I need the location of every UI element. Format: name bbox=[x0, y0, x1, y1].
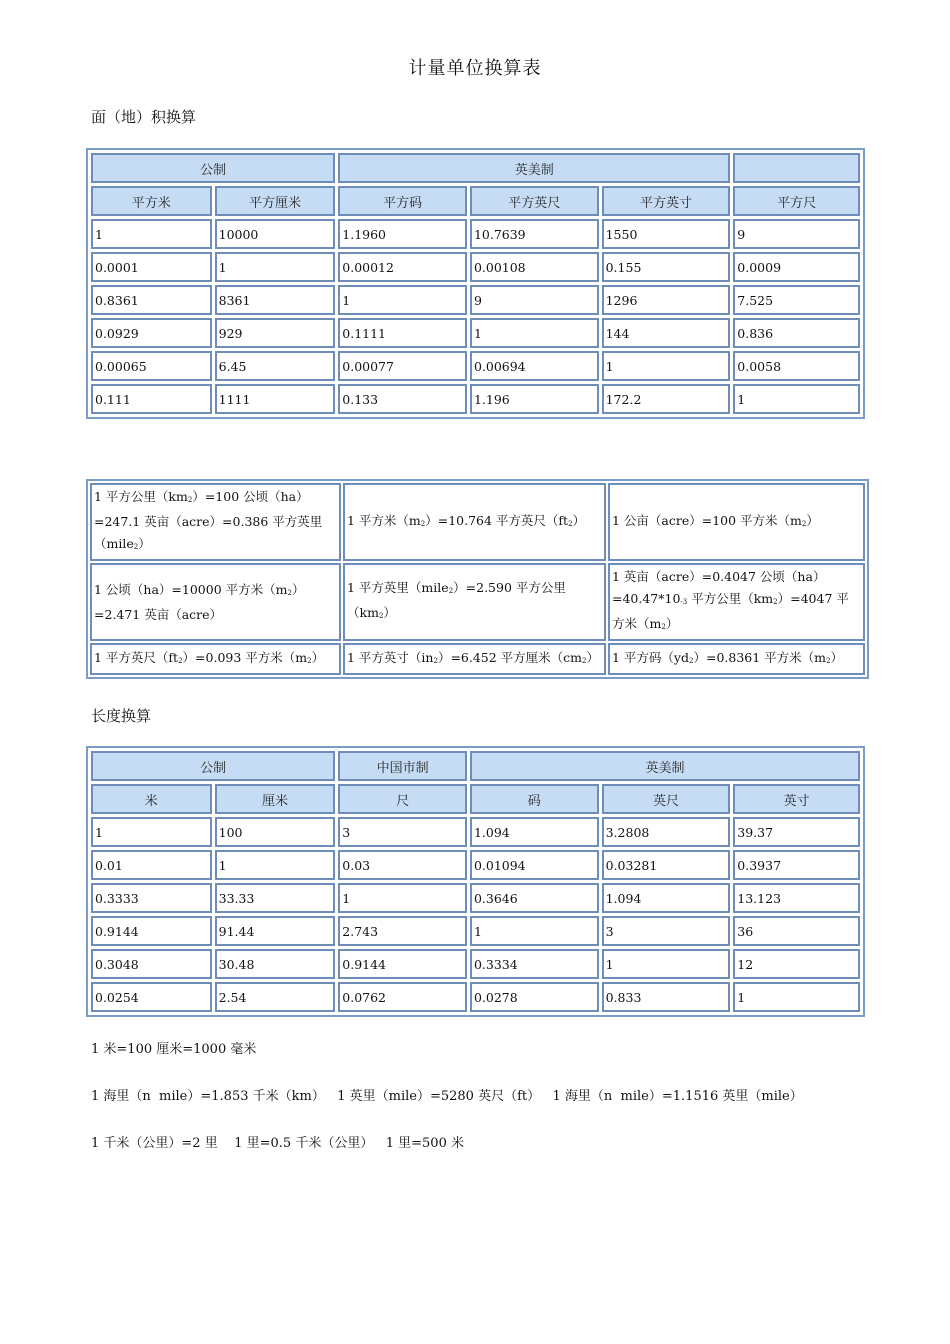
column-header: 厘米 bbox=[215, 784, 336, 814]
group-header-imperial: 英美制 bbox=[338, 153, 730, 183]
length-conversion-table bbox=[86, 746, 865, 1017]
table-cell: 0.0254 bbox=[91, 982, 212, 1012]
table-cell: 1 bbox=[470, 318, 599, 348]
table-cell: 0.3048 bbox=[91, 949, 212, 979]
table-cell: 0.111 bbox=[91, 384, 212, 414]
table-cell: 0.3937 bbox=[733, 850, 860, 880]
table-cell: 0.00694 bbox=[470, 351, 599, 381]
table-cell: 0.00065 bbox=[91, 351, 212, 381]
length-note-line: 1 米=100 厘米=1000 毫米 bbox=[91, 1042, 257, 1057]
note-cell: 1 英亩（acre）=0.4047 公顷$(ha)=40.47*10_{-3}$ 平方公里$(km_2)=4047$ 平方米$(m_2)$ bbox=[608, 563, 865, 641]
column-header: 米 bbox=[91, 784, 212, 814]
note-cell: 1 公亩（acre）=100 平方米$(m_2)$ bbox=[608, 483, 865, 561]
group-header-chinese: 中国市制 bbox=[338, 751, 467, 781]
table-cell: 1 bbox=[91, 817, 212, 847]
table-cell: 1 bbox=[733, 982, 860, 1012]
table-cell: 1.094 bbox=[470, 817, 599, 847]
table-cell: 10000 bbox=[215, 219, 336, 249]
table-cell: 1.1960 bbox=[338, 219, 467, 249]
table-cell: 0.03281 bbox=[602, 850, 731, 880]
table-row bbox=[91, 351, 860, 381]
note-cell: 1 平方米$(m_2)=10.764$ 平方英尺$(ft_2)$ bbox=[343, 483, 606, 561]
table-cell: 0.0058 bbox=[733, 351, 860, 381]
column-header: 平方码 bbox=[338, 186, 467, 216]
page-title: 计量单位换算表 bbox=[408, 58, 542, 79]
table-cell: 1.196 bbox=[470, 384, 599, 414]
table-row bbox=[91, 252, 860, 282]
table-cell: 9 bbox=[470, 285, 599, 315]
table-cell: 0.0762 bbox=[338, 982, 467, 1012]
table-cell: 6.45 bbox=[215, 351, 336, 381]
table-cell: 1 bbox=[602, 949, 731, 979]
table-cell: 0.01094 bbox=[470, 850, 599, 880]
table-cell: 33.33 bbox=[215, 883, 336, 913]
table-cell: 1296 bbox=[602, 285, 731, 315]
table-row bbox=[91, 219, 860, 249]
table-cell: 3 bbox=[338, 817, 467, 847]
length-section-heading: 长度换算 bbox=[91, 707, 152, 725]
table-cell: 12 bbox=[733, 949, 860, 979]
table-cell: 0.8361 bbox=[91, 285, 212, 315]
note-cell: 1 平方英尺$(ft_2)=0.093$ 平方米$(m_2)$ bbox=[90, 643, 341, 675]
column-header: 平方厘米 bbox=[215, 186, 336, 216]
table-cell: 9 bbox=[733, 219, 860, 249]
table-cell: 0.155 bbox=[602, 252, 731, 282]
table-cell: 0.9144 bbox=[338, 949, 467, 979]
table-cell: 30.48 bbox=[215, 949, 336, 979]
table-cell: 0.03 bbox=[338, 850, 467, 880]
table-cell: 0.01 bbox=[91, 850, 212, 880]
table-row bbox=[91, 318, 860, 348]
table-cell: 0.3333 bbox=[91, 883, 212, 913]
table-cell: 0.3646 bbox=[470, 883, 599, 913]
table-cell: 0.00012 bbox=[338, 252, 467, 282]
table-cell: 13.123 bbox=[733, 883, 860, 913]
table-row bbox=[91, 850, 860, 880]
table-cell: 0.0929 bbox=[91, 318, 212, 348]
table-row bbox=[91, 883, 860, 913]
table-cell: 91.44 bbox=[215, 916, 336, 946]
table-row bbox=[91, 916, 860, 946]
table-cell: 0.0278 bbox=[470, 982, 599, 1012]
table-cell: 0.0001 bbox=[91, 252, 212, 282]
column-header: 英寸 bbox=[733, 784, 860, 814]
table-cell: 1 bbox=[733, 384, 860, 414]
table-cell: 2.743 bbox=[338, 916, 467, 946]
table-cell: 0.3334 bbox=[470, 949, 599, 979]
table-cell: 1 bbox=[602, 351, 731, 381]
area-conversion-table bbox=[86, 148, 865, 419]
note-cell: 1 平方公里$(km_2)=100$ 公顷（ha）=247.1 英亩（acre）=0.386 平方英里（mile$_2$） bbox=[90, 483, 341, 561]
group-header-metric: 公制 bbox=[91, 751, 335, 781]
table-row bbox=[91, 982, 860, 1012]
table-cell: 1 bbox=[91, 219, 212, 249]
length-note-line: 1 海里（n mile）=1.853 千米（km） 1 英里（mile）=5280 英尺（ft） 1 海里（n mile）=1.1516 英里（mile） bbox=[91, 1089, 803, 1104]
table-cell: 100 bbox=[215, 817, 336, 847]
column-header: 平方尺 bbox=[733, 186, 860, 216]
group-header-metric: 公制 bbox=[91, 153, 335, 183]
table-cell: 1 bbox=[338, 883, 467, 913]
area-section-heading: 面（地）积换算 bbox=[91, 108, 197, 126]
table-cell: 0.00108 bbox=[470, 252, 599, 282]
length-note-line: 1 千米（公里）=2 里 1 里=0.5 千米（公里） 1 里=500 米 bbox=[91, 1136, 464, 1151]
table-cell: 10.7639 bbox=[470, 219, 599, 249]
table-cell: 1 bbox=[470, 916, 599, 946]
table-row bbox=[91, 285, 860, 315]
table-cell: 3.2808 bbox=[602, 817, 731, 847]
note-cell: 1 平方英寸$(in_2)=6.452$ 平方厘米$(cm_2)$ bbox=[343, 643, 606, 675]
table-cell: 0.133 bbox=[338, 384, 467, 414]
table-cell: 39.37 bbox=[733, 817, 860, 847]
table-cell: 1 bbox=[215, 850, 336, 880]
column-header: 尺 bbox=[338, 784, 467, 814]
group-header-imperial: 英美制 bbox=[470, 751, 860, 781]
table-cell: 7.525 bbox=[733, 285, 860, 315]
note-cell: 1 公顷（ha）=10000 平方米$(m_2)=2.471$ 英亩（acre） bbox=[90, 563, 341, 641]
table-cell: 2.54 bbox=[215, 982, 336, 1012]
table-row bbox=[91, 384, 860, 414]
column-header: 码 bbox=[470, 784, 599, 814]
table-cell: 144 bbox=[602, 318, 731, 348]
table-group-header-row bbox=[91, 153, 860, 183]
table-cell: 0.836 bbox=[733, 318, 860, 348]
column-header: 平方英尺 bbox=[470, 186, 599, 216]
table-cell: 1550 bbox=[602, 219, 731, 249]
table-column-header-row bbox=[91, 186, 860, 216]
table-cell: 1.094 bbox=[602, 883, 731, 913]
table-row bbox=[90, 643, 865, 675]
table-cell: 0.00077 bbox=[338, 351, 467, 381]
column-header: 英尺 bbox=[602, 784, 731, 814]
table-cell: 0.0009 bbox=[733, 252, 860, 282]
column-header: 平方米 bbox=[91, 186, 212, 216]
table-cell: 3 bbox=[602, 916, 731, 946]
table-row bbox=[91, 949, 860, 979]
table-row bbox=[90, 483, 865, 561]
table-cell: 0.1111 bbox=[338, 318, 467, 348]
table-group-header-row bbox=[91, 751, 860, 781]
table-cell: 36 bbox=[733, 916, 860, 946]
table-cell: 1 bbox=[215, 252, 336, 282]
table-cell: 1 bbox=[338, 285, 467, 315]
table-cell: 8361 bbox=[215, 285, 336, 315]
table-cell: 1111 bbox=[215, 384, 336, 414]
note-cell: 1 平方码$(yd_2)=0.8361$ 平方米$(m_2)$ bbox=[608, 643, 865, 675]
column-header: 平方英寸 bbox=[602, 186, 731, 216]
table-row bbox=[90, 563, 865, 641]
area-notes-table bbox=[86, 479, 869, 679]
table-row bbox=[91, 817, 860, 847]
note-cell: 1 平方英里（mile$_2$）=2.590 平方公里$(km_2)$ bbox=[343, 563, 606, 641]
table-cell: 0.833 bbox=[602, 982, 731, 1012]
table-cell: 0.9144 bbox=[91, 916, 212, 946]
table-cell: 172.2 bbox=[602, 384, 731, 414]
table-cell: 929 bbox=[215, 318, 336, 348]
table-column-header-row bbox=[91, 784, 860, 814]
group-header-blank bbox=[733, 153, 860, 183]
